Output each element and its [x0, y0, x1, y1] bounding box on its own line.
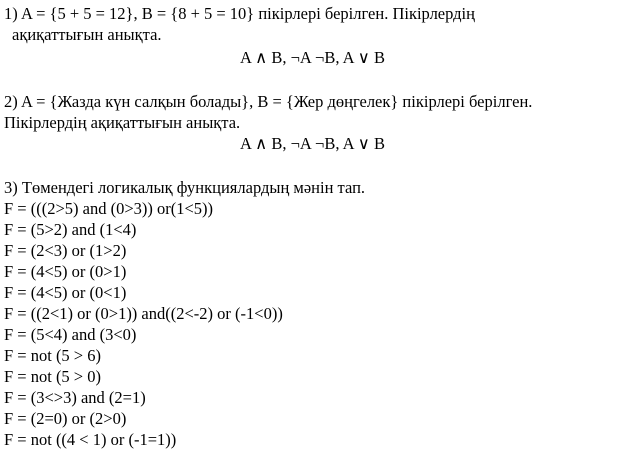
function-line: F = (2=0) or (2>0) — [4, 409, 127, 428]
task1-line2: ақиқаттығын анықта. — [12, 25, 162, 44]
function-line: F = not (5 > 6) — [4, 346, 101, 365]
function-line: F = (5>2) and (1<4) — [4, 220, 137, 239]
function-line: F = (2<3) or (1>2) — [4, 241, 127, 260]
function-line: F = not ((4 < 1) or (-1=1)) — [4, 430, 177, 449]
function-line: F = (((2>5) and (0>3)) or(1<5)) — [4, 199, 214, 218]
task3-title: 3) Төмендегі логикалық функциялардың мәнін тап. — [4, 178, 366, 197]
task2-line2: Пікірлердің ақиқаттығын анықта. — [4, 113, 241, 132]
function-line: F = ((2<1) or (0>1)) and((2<-2) or (-1<0)) — [4, 304, 283, 323]
task1-line1: 1) A = {5 + 5 = 12}, B = {8 + 5 = 10} пікірлері берілген. Пікірлердің — [4, 4, 475, 23]
task2-formulas: A ∧ B, ¬A ¬B, A ∨ B — [239, 134, 385, 153]
function-line: F = (5<4) and (3<0) — [4, 325, 137, 344]
function-line: F = (4<5) or (0<1) — [4, 283, 127, 302]
task1-formulas: A ∧ B, ¬A ¬B, A ∨ B — [239, 48, 385, 67]
function-line: F = (3<>3) and (2=1) — [4, 388, 146, 407]
function-line: F = (4<5) or (0>1) — [4, 262, 127, 281]
function-line: F = not (5 > 0) — [4, 367, 101, 386]
task2-line1: 2) A = {Жазда күн салқын болады}, B = {Жер дөңгелек} пікірлері берілген. — [4, 92, 533, 111]
